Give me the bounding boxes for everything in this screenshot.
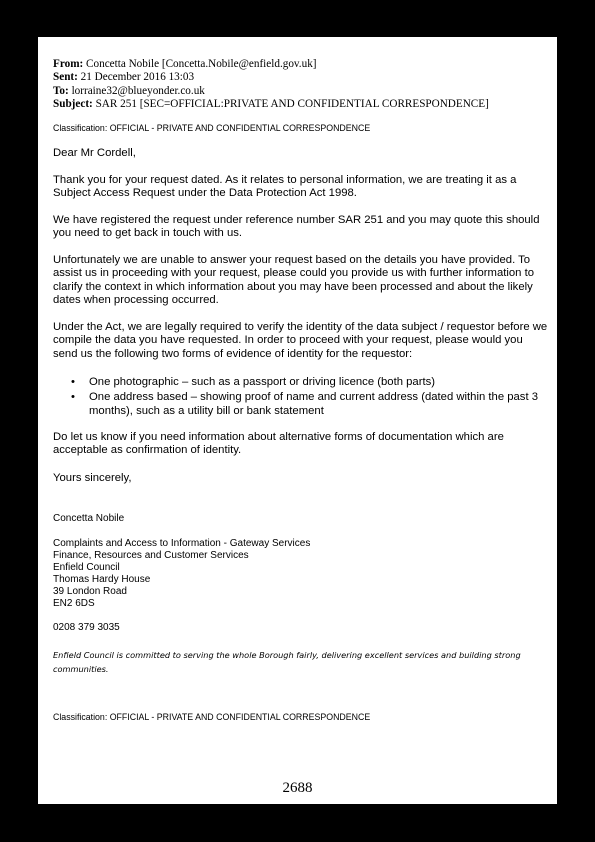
list-item [53, 376, 548, 389]
signature-council: Enfield Council [53, 562, 120, 574]
signature-postcode: EN2 6DS [53, 598, 95, 610]
from-label: From: [53, 58, 84, 70]
list-item [53, 391, 548, 418]
classification-top: Classification: OFFICIAL - PRIVATE AND CONFIDENTIAL CORRESPONDENCE [53, 123, 371, 133]
signature-block [53, 538, 548, 611]
page-number: 2688 [282, 780, 313, 796]
closing: Yours sincerely, [53, 472, 132, 484]
paragraph-reference: We have registered the request under reference number SAR 251 and you may quote this should you need to get back in touch with us. [53, 214, 540, 240]
list-item-text: One photographic – such as a passport or driving licence (both parts) [89, 376, 436, 388]
signature-street: 39 London Road [53, 586, 127, 598]
to-line [53, 85, 489, 98]
evidence-list [53, 376, 548, 418]
greeting: Dear Mr Cordell, [53, 147, 136, 159]
signature-name: Concetta Nobile [53, 513, 125, 524]
email-header [53, 58, 489, 111]
subject-label: Subject: [53, 97, 93, 110]
signature-phone: 0208 379 3035 [53, 622, 120, 633]
paragraph-request: Thank you for your request dated. As it relates to personal information, we are treating it as a Subject Access Request under the Data Protection Act 1998. [53, 174, 517, 200]
to-value: lorraine32@blueyonder.co.uk [71, 84, 205, 97]
signature-division: Finance, Resources and Customer Services [53, 550, 249, 562]
from-value: Concetta Nobile [Concetta.Nobile@enfield.gov.uk] [86, 58, 317, 70]
sent-line [53, 71, 489, 84]
classification-bottom: Classification: OFFICIAL - PRIVATE AND CONFIDENTIAL CORRESPONDENCE [53, 712, 371, 722]
sent-value: 21 December 2016 13:03 [80, 71, 195, 84]
bullet-icon: • [71, 376, 75, 388]
council-tagline: Enfield Council is committed to serving the whole Borough fairly, delivering excellent services and building strong communities. [53, 650, 521, 674]
signature-building: Thomas Hardy House [53, 574, 151, 586]
list-item-text: One address based – showing proof of name and current address (dated within the past 3 months), such as a utility bill or bank statement [89, 391, 539, 417]
paragraph-identity: Under the Act, we are legally required to verify the identity of the data subject / requestor before we compile the data you have requested. In order to proceed with your request, please would you send us the following two forms of evidence of identity for the requestor: [53, 321, 548, 360]
signature-department: Complaints and Access to Information - Gateway Services [53, 538, 311, 549]
bullet-icon: • [71, 391, 75, 404]
paragraph-details: Unfortunately we are unable to answer your request based on the details you have provided. To assist us in proceeding with your request, please could you provide us with further information to clarify the context in which information about you may have been processed and about the likely dates when processing occurred. [53, 254, 535, 306]
sent-label: Sent: [53, 71, 78, 84]
document-page [38, 37, 557, 804]
subject-value: SAR 251 [SEC=OFFICIAL:PRIVATE AND CONFIDENTIAL CORRESPONDENCE] [95, 97, 489, 110]
to-label: To: [53, 84, 69, 97]
subject-line [53, 98, 489, 111]
paragraph-alternatives: Do let us know if you need information about alternative forms of documentation which are acceptable as confirmation of identity. [53, 431, 504, 457]
from-line [53, 58, 489, 71]
